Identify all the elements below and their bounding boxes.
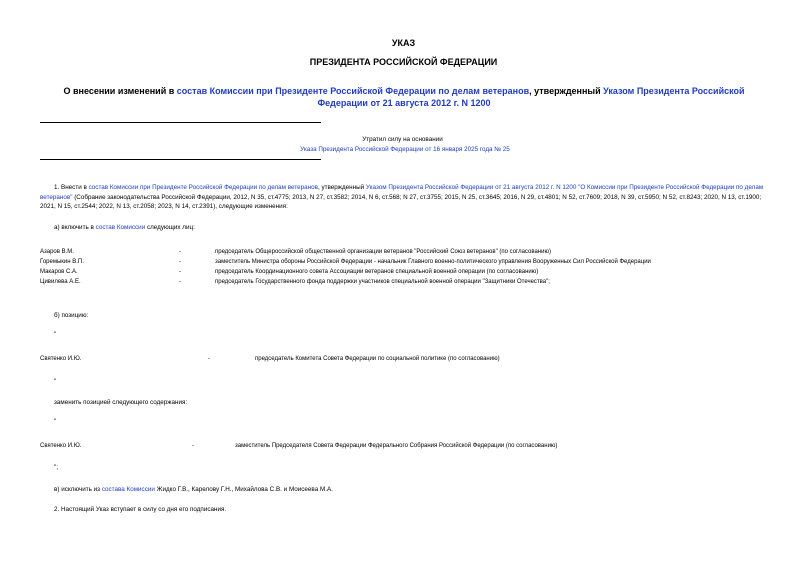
subject-text: О внесении изменений в: [63, 86, 177, 96]
old-position-dash: -: [208, 356, 210, 362]
decree-1200-link[interactable]: Указом Президента Российской Федерации от 21 августа 2012 г. N 1200: [317, 86, 745, 108]
old-position-name: Святенко И.Ю.: [40, 356, 82, 362]
item-1-paragraph: [40, 183, 770, 212]
item-a-text-post: следующих лиц:: [145, 224, 195, 231]
item-1-text-mid: , утвержденный: [317, 184, 366, 191]
item-a-paragraph: [54, 224, 195, 231]
old-position-desc: председатель Комитета Совета Федерации по социальной политике (по согласованию): [255, 356, 500, 362]
item-1-text: 1. Внести в: [54, 184, 89, 191]
member-position: председатель Координационного совета Ассоциации ветеранов специальной военной операции (по согласованию): [215, 269, 539, 275]
quote-mark: ": [54, 331, 57, 338]
member-name: Горемыкин В.П.: [40, 259, 84, 265]
item-c-paragraph: [54, 486, 333, 493]
subject-text-mid: , утвержденный: [529, 86, 604, 96]
divider-bottom: [40, 159, 321, 160]
item-a-commission-link[interactable]: состав Комиссии: [95, 224, 146, 231]
member-position: председатель Государственного фонда поддержки участников специальной военной операции "Защитники Отечества";: [215, 279, 550, 285]
quote-mark: ";: [54, 464, 58, 471]
lost-force-decree-link[interactable]: Указа Президента Российской Федерации от 16 января 2025 года № 25: [300, 146, 510, 153]
lost-force-note: Утратил силу на основании: [362, 136, 443, 143]
item-2-paragraph: 2. Настоящий Указ вступает в силу со дня его подписания.: [54, 506, 227, 513]
member-dash: -: [179, 279, 181, 285]
commission-composition-link[interactable]: состав Комиссии при Президенте Российской Федерации по делам ветеранов: [176, 86, 530, 96]
new-position-desc: заместитель Председателя Совета Федерации Федерального Собрания Российской Федерации (по согласованию): [235, 443, 558, 449]
item-b-label: б) позицию:: [54, 312, 89, 319]
item-1-text-post: (Собрание законодательства Российской Федерации, 2012, N 35, ст.4775; 2013, N 27, ст.3582; 2014, N 6, ст.568; N 27, ст.3755; 2015, N 25, ст.3645; 2016, N 29, ст.4801; N 52, ст.7609; 2018, N 39, ст.5950; N 52, ст.8243; 2020, N 13, ст.1900; 2021, N 15, ст.2544; 2022, N 13, ст.2058; 2023, N 14, ст.2391), следующие изменения:: [40, 193, 762, 210]
member-dash: -: [179, 249, 181, 255]
member-position: заместитель Министра обороны Российской Федерации - начальник Главного военно-политического управления Вооруженных Сил Российской Федерации: [215, 259, 651, 265]
new-position-name: Святенко И.Ю.: [40, 443, 82, 449]
replace-instruction: заменить позицией следующего содержания:: [54, 399, 188, 406]
decree-issuer: ПРЕЗИДЕНТА РОССИЙСКОЙ ФЕДЕРАЦИИ: [309, 57, 498, 67]
divider-top: [40, 122, 321, 123]
member-name: Цивилева А.Е.: [40, 279, 81, 285]
new-position-dash: -: [192, 443, 194, 449]
item-1-decree-link[interactable]: Указом Президента Российской Федерации от 21 августа 2012 г. N 1200 "О Комиссии при Президенте Российской Федерации по делам ветеранов": [40, 184, 764, 201]
member-name: Макаров С.А.: [40, 269, 78, 275]
item-c-text: в) исключить из: [54, 486, 102, 493]
item-c-commission-link[interactable]: состава Комиссии: [101, 486, 155, 493]
decree-subject: [40, 85, 768, 109]
member-position: председатель Общероссийской общественной организации ветеранов "Российский Союз ветеранов" (по согласованию): [215, 249, 551, 255]
item-c-text-post: Жидко Г.В., Карелову Г.Н., Михайлова С.В. и Моисеева М.А.: [154, 486, 333, 493]
item-a-text: а) включить в: [54, 224, 96, 231]
member-name: Азаров В.М.: [40, 249, 74, 255]
member-dash: -: [179, 269, 181, 275]
decree-title: УКАЗ: [391, 38, 416, 48]
quote-mark: ": [54, 378, 57, 385]
member-dash: -: [179, 259, 181, 265]
quote-mark: ": [54, 418, 57, 425]
item-1-commission-link[interactable]: состав Комиссии при Президенте Российской Федерации по делам ветеранов: [88, 184, 318, 191]
